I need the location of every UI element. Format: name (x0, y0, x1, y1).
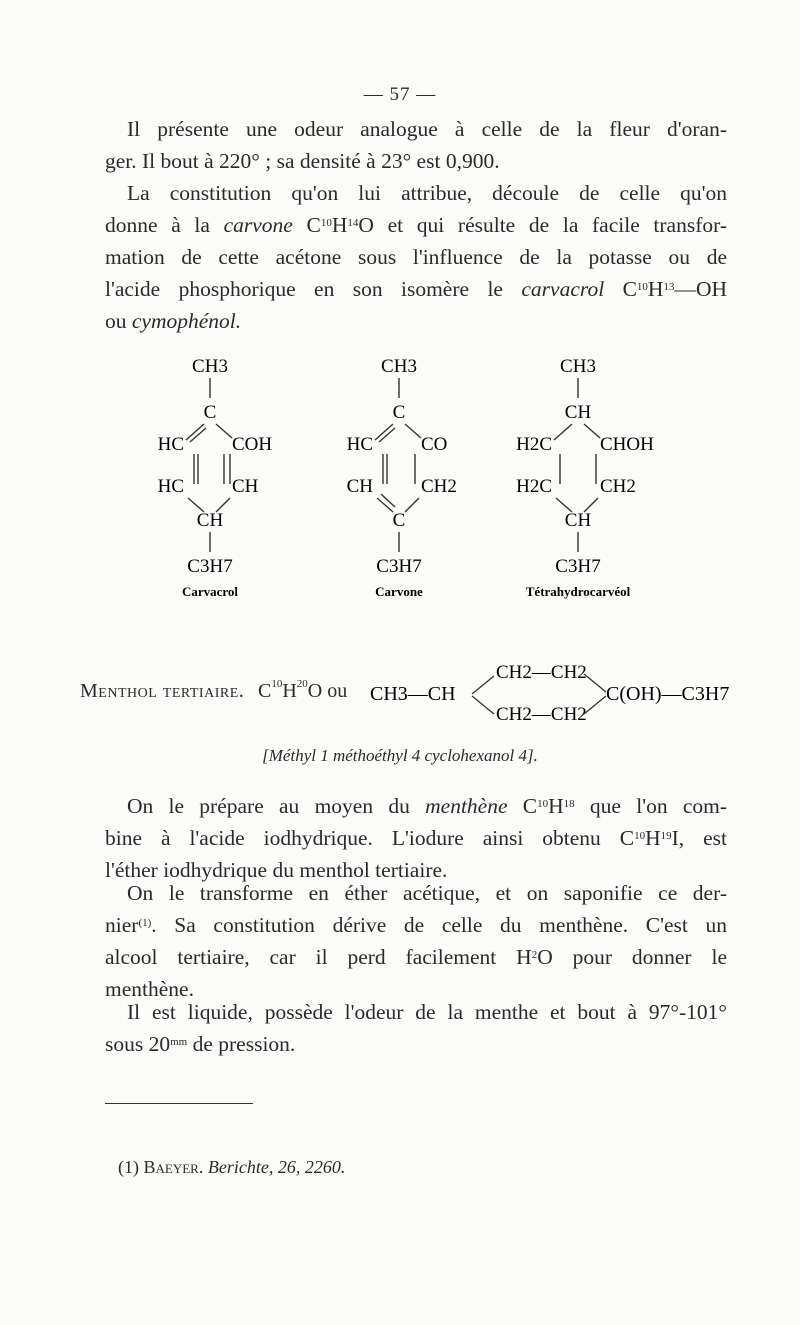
text-line: ger. Il bout à 220° ; sa densité à 23° est 0,900. (105, 149, 500, 173)
menthol-heading-line (80, 662, 780, 728)
structure-tetrahydrocarveol (516, 356, 654, 599)
atom-label: CH (564, 402, 592, 423)
footnote (118, 1157, 345, 1178)
structural-formulas (0, 340, 800, 610)
text-line: l'éther iodhydrique du menthol tertiaire. (105, 858, 448, 882)
text-line: menthène. (105, 977, 194, 1001)
structure-caption: Carvone (375, 584, 423, 599)
atom-label: CH (196, 510, 224, 531)
atom-label: CH (232, 476, 259, 497)
structure-caption: Carvacrol (181, 584, 239, 599)
text-line: Il est liquide, possède l'odeur de la menthe et bout à 97°-101° (127, 1000, 727, 1024)
text-line: l'acide phosphorique en son isomère le carvacrol $C^{10}H^{13}—OH$ (105, 277, 728, 301)
text-line: sous $20^{mm}$ de pression. (105, 1032, 296, 1056)
atom-label: C3H7 (187, 556, 233, 577)
text-line: donne à la carvone $C^{10}H^{14}O$ et qui résulte de la facile transfor- (105, 213, 728, 237)
text-line: alcool tertiaire, car il perd facilement $H^2O$ pour donner le (105, 945, 727, 969)
footnote-ref: (1) (138, 917, 152, 929)
footnote-reference: 26, 2260. (277, 1157, 346, 1177)
footnote-author: Baeyer. (143, 1157, 204, 1177)
atom-label: C3H7 (555, 556, 601, 577)
paragraph-preparation (105, 790, 727, 886)
atom-label: C(OH)—C3H7 (606, 683, 730, 705)
atom-label: CO (421, 434, 448, 455)
atom-label: C3H7 (376, 556, 422, 577)
text-line: mation de cette acétone sous l'influence de la potasse ou de (105, 245, 727, 269)
atom-label: CH2 (600, 476, 636, 497)
text-line: Il présente une odeur analogue à celle de la fleur d'oran- (127, 117, 727, 141)
footnote-rule (105, 1103, 253, 1104)
paragraph-odor (105, 113, 727, 177)
term-menthene: menthène (425, 794, 508, 818)
atom-label: COH (232, 434, 273, 455)
text-line: ou cymophénol. (105, 309, 242, 333)
text-line: nier$^{(1)}$. Sa constitution dérive de celle du menthène. C'est un (105, 913, 727, 937)
atom-label: CH (346, 476, 373, 497)
paragraph-transformation (105, 877, 727, 1005)
atom-label: HC (346, 434, 373, 455)
atom-label: HC (157, 476, 184, 497)
term-carvone: carvone (223, 213, 293, 237)
atom-label: C (392, 510, 406, 531)
footnote-journal: Berichte, (207, 1157, 274, 1177)
atom-label: C (392, 402, 406, 423)
structure-carvone (347, 356, 457, 599)
atom-label: CH2—CH2 (496, 662, 587, 683)
atom-label: CH3—CH (370, 683, 456, 705)
atom-label: CH2—CH2 (496, 704, 587, 725)
atom-label: CH3 (381, 356, 417, 377)
paragraph-properties (105, 996, 727, 1060)
atom-label: HC (157, 434, 184, 455)
text-line: On le transforme en éther acétique, et on saponifie ce der- (127, 881, 727, 905)
menthol-formula: $C^{10}H^{20}O$ ou (258, 678, 348, 702)
structure-caption: Tétrahydrocarvéol (525, 584, 631, 599)
footnote-number: (1) (118, 1157, 139, 1177)
atom-label: H2C (516, 476, 552, 497)
structure-carvacrol (158, 356, 273, 599)
atom-label: CH3 (560, 356, 596, 377)
menthol-heading: Menthol tertiaire. (80, 680, 245, 702)
atom-label: CH2 (421, 476, 457, 497)
term-cymophenol: cymophénol. (131, 309, 242, 333)
atom-label: CH3 (192, 356, 228, 377)
paragraph-constitution (105, 177, 727, 337)
term-carvacrol: carvacrol (521, 277, 605, 301)
text-line: On le prépare au moyen du menthène $C^{10}H^{18}$ que l'on com- (127, 794, 728, 818)
text-line: La constitution qu'on lui attribue, découle de celle qu'on (127, 181, 727, 205)
atom-label: CH (564, 510, 592, 531)
menthol-structure (370, 660, 790, 730)
menthol-systematic-name: [Méthyl 1 méthoéthyl 4 cyclohexanol 4]. (262, 746, 538, 765)
page-number: — 57 — (363, 84, 437, 105)
text-line: bine à l'acide iodhydrique. L'iodure ainsi obtenu $C^{10}H^{19}I$, est (105, 826, 727, 850)
atom-label: C (203, 402, 217, 423)
atom-label: H2C (516, 434, 552, 455)
atom-label: CHOH (600, 434, 654, 455)
